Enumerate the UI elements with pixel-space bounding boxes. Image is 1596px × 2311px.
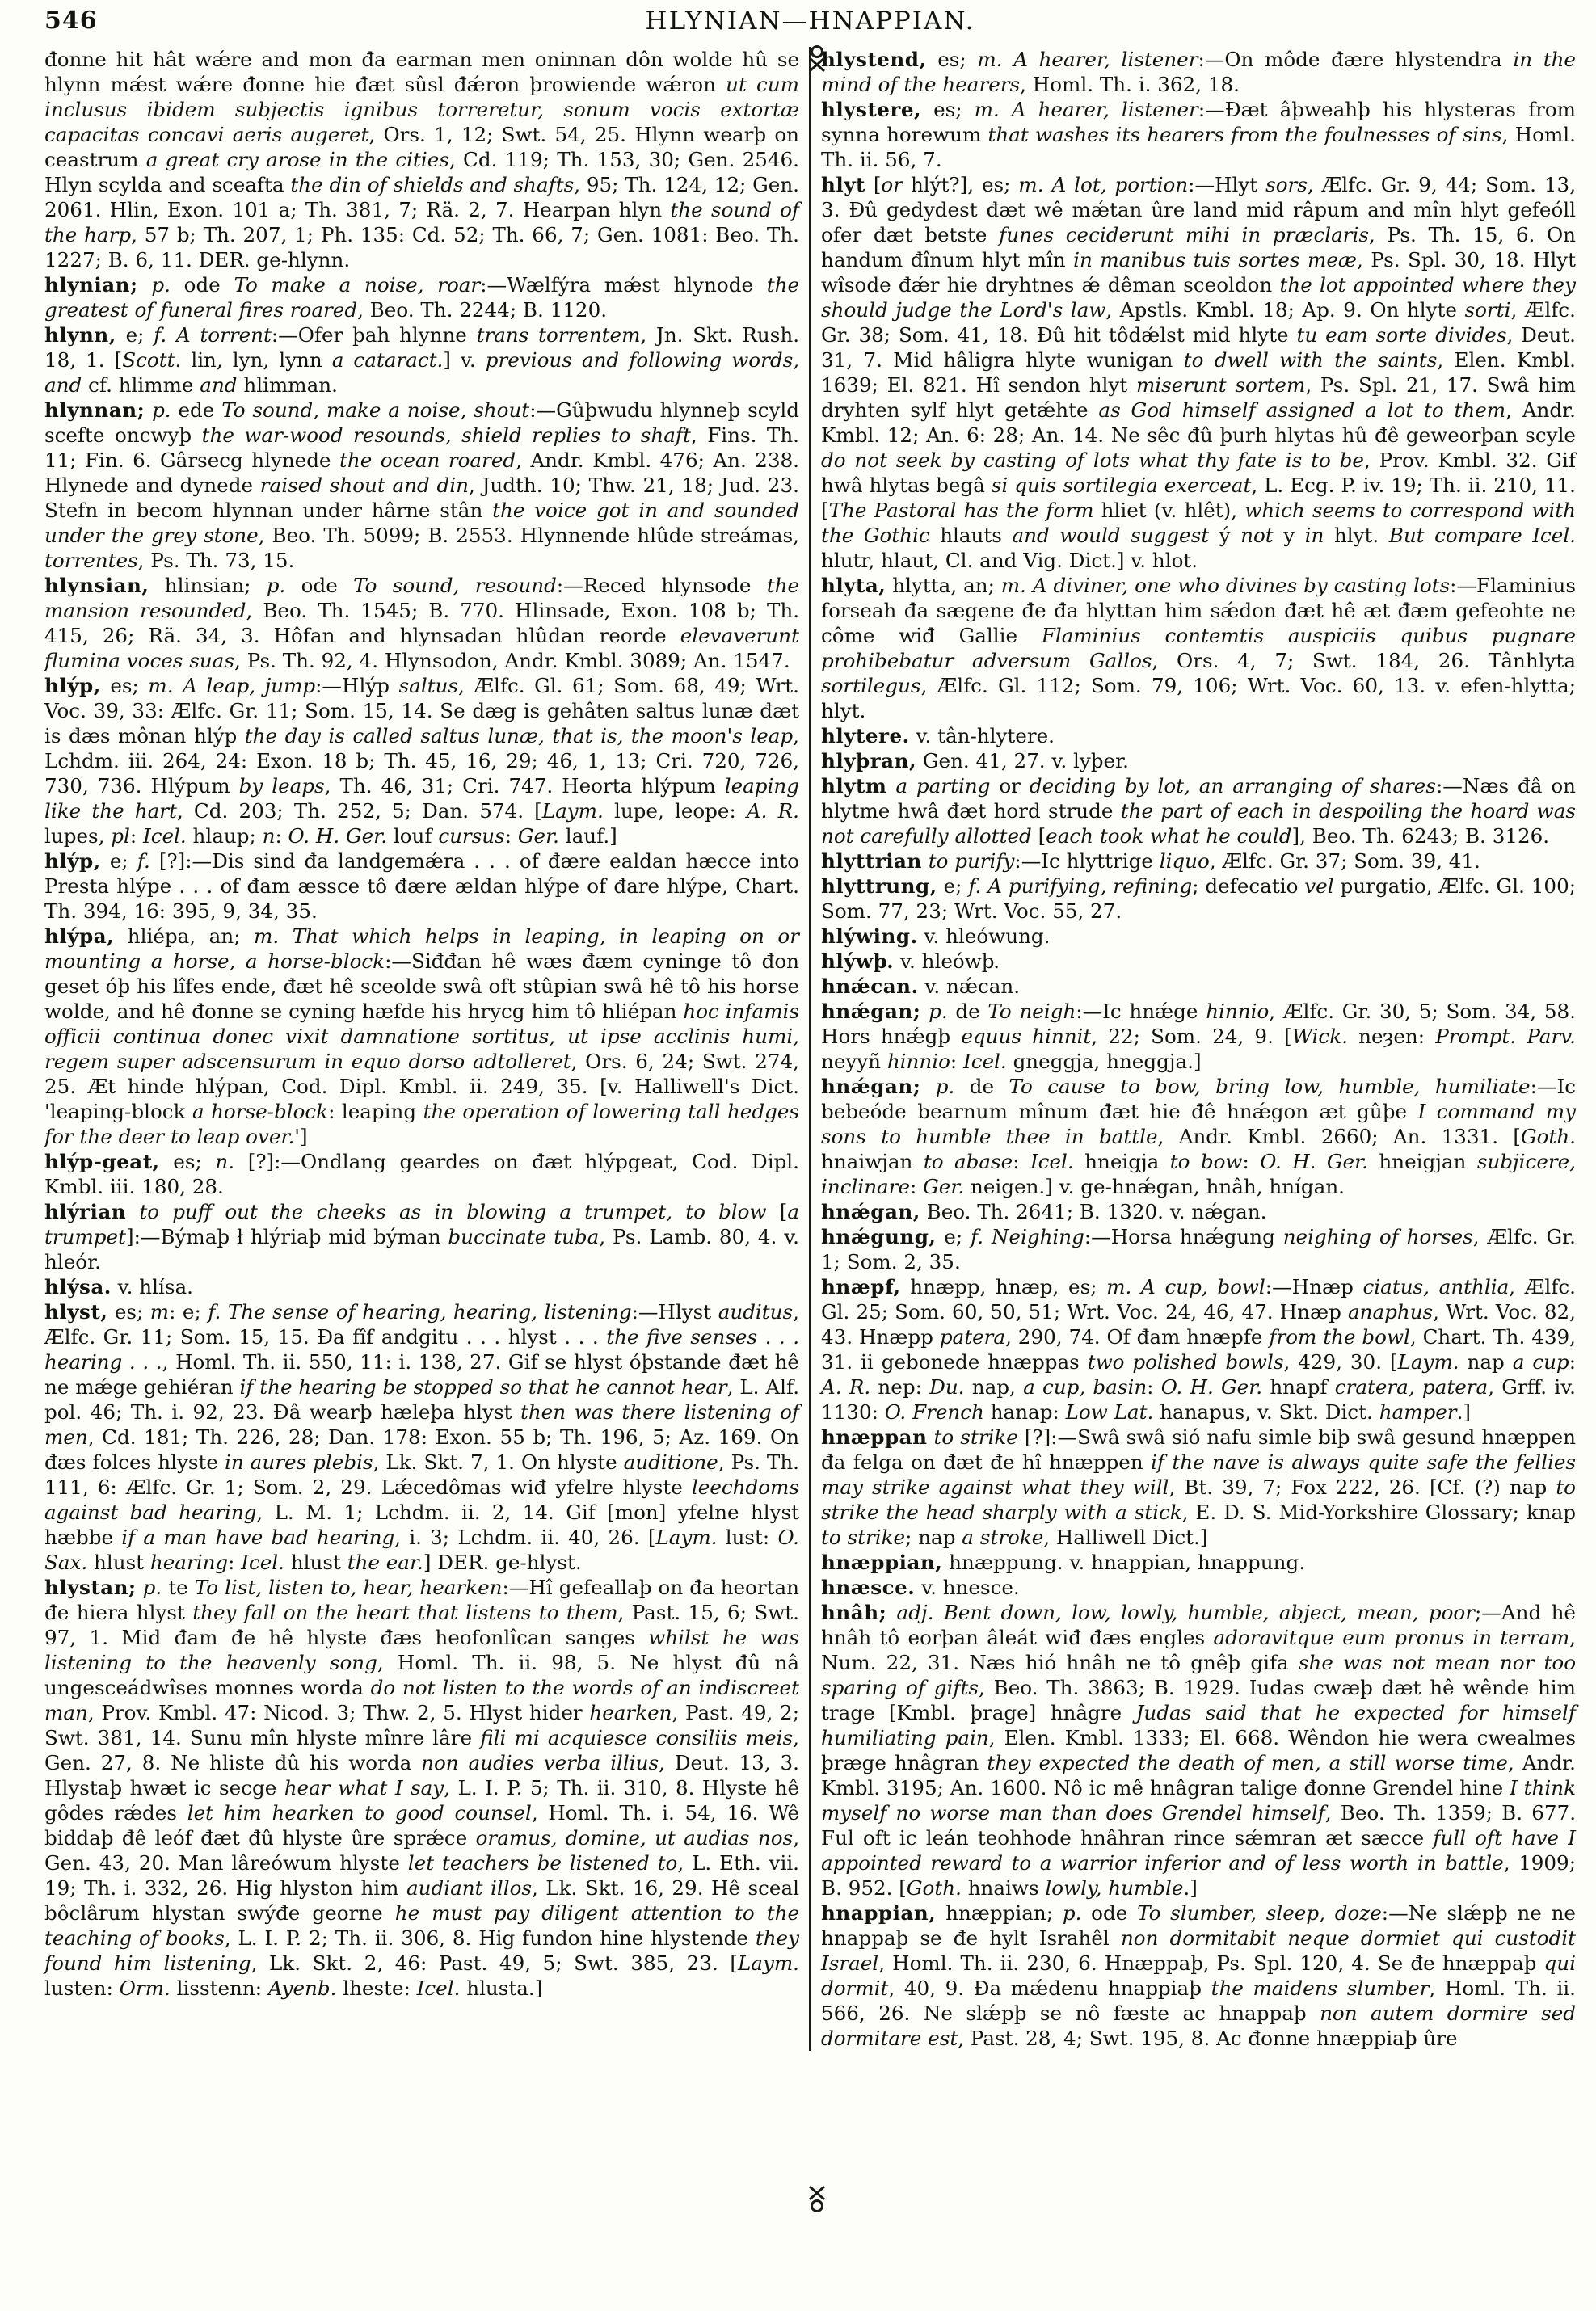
dictionary-entry: hlyta, hlytta, an; m. A diviner, one who divines by casting lots:—Flaminius forseah đa sægene đe đa hlyttan him sǽdon đæt hê æt đæm gefeohte ne côme wiđ Gallie Flaminius contemtis auspiciis quibus pugnare prohibebatur adversum Gallos, Ors. 4, 7; Swt. 184, 26. Tânhlyta sortilegus, Ælfc. Gl. 112; Som. 79, 106; Wrt. Voc. 60, 13. v. efen-hlytta; hlyt.	[821, 574, 1576, 722]
printers-mark-bottom-icon	[803, 2182, 831, 2214]
dictionary-entry: hnæppian, hnæppung. v. hnappian, hnappung.	[821, 1551, 1306, 1574]
printers-mark-top-icon	[803, 44, 831, 76]
dictionary-entry: hlýsa. v. hlísa.	[44, 1275, 193, 1299]
left-column	[44, 47, 799, 2051]
page-number: 546	[44, 6, 98, 35]
dictionary-entry: hlystere, es; m. A hearer, listener:—Đæt âþweahþ his hlysteras from synna horewum that washes its hearers from the foulnesses of sins, Homl. Th. ii. 56, 7.	[821, 98, 1576, 171]
right-column	[821, 47, 1576, 2051]
dictionary-entry: hlynsian, hlinsian; p. ode To sound, resound:—Reced hlynsode the mansion resounded, Beo. Th. 1545; B. 770. Hlinsade, Exon. 108 b; Th. 415, 26; Rä. 34, 3. Hôfan and hlynsadan hlûdan reorde elevaverunt flumina voces suas, Ps. Th. 92, 4. Hlynsodon, Andr. Kmbl. 3089; An. 1547.	[44, 574, 800, 672]
dictionary-entry: hnǽgan; p. de To cause to bow, bring low, humble, humiliate:—Ic bebeóde bearnum mînum đæt hie đê hnǽgon æt gûþe I command my sons to humble thee in battle, Andr. Kmbl. 2660; An. 1331. [Goth. hnaiwjan to abase: Icel. hneigja to bow: O. H. Ger. hneigjan subjicere, inclinare: Ger. neigen.] v. ge-hnǽgan, hnâh, hnígan.	[821, 1075, 1576, 1198]
dictionary-entry: hnæsce. v. hnesce.	[821, 1576, 1020, 1599]
dictionary-entry: hlynn, e; f. A torrent:—Ofer þah hlynne trans torrentem, Jn. Skt. Rush. 18, 1. [Scott. lin, lyn, lynn a cataract.] v. previous and following words, and cf. hlimme and hlimman.	[44, 323, 800, 397]
dictionary-entry: hlytm a parting or deciding by lot, an arranging of shares:—Næs đâ on hlytme hwâ đæt hord strude the part of each in despoiling the hoard was not carefully allotted [each took what he could], Beo. Th. 6243; B. 3126.	[821, 774, 1576, 848]
dictionary-entry: hlýwþ. v. hleówþ.	[821, 949, 1000, 973]
page-header	[44, 6, 1576, 42]
dictionary-entry: hlyttrung, e; f. A purifying, refining; defecatio vel purgatio, Ælfc. Gl. 100; Som. 77, 23; Wrt. Voc. 55, 27.	[821, 874, 1577, 923]
dictionary-entry: hlýp-geat, es; n. [?]:—Ondlang geardes on đæt hlýpgeat, Cod. Dipl. Kmbl. iii. 180, 28.	[44, 1150, 799, 1198]
dictionary-entry: hlýp, e; f. [?]:—Dis sind đa landgemǽra . . . of đære ealdan hæcce into Presta hlýpe . . . of đam æssce tô đære ældan hlýpe of đare hlýpe, Chart. Th. 394, 16: 395, 9, 34, 35.	[44, 849, 800, 923]
dictionary-entry: hnǽgan; p. de To neigh:—Ic hnǽge hinnio, Ælfc. Gr. 30, 5; Som. 34, 58. Hors hnǽgþ equus hinnit, 22; Som. 24, 9. [Wick. neȝen: Prompt. Parv. neyyñ hinnio: Icel. gneggja, hneggja.]	[821, 1000, 1576, 1073]
dictionary-entry: hnæppan to strike [?]:—Swâ swâ sió nafu simle biþ swâ gesund hnæppen đa felga on đæt đe hî hnæppen if the nave is always quite safe the fellies may strike against what they will, Bt. 39, 7; Fox 222, 26. [Cf. (?) nap to strike the head sharply with a stick, E. D. S. Mid-Yorkshire Glossary; knap to strike; nap a stroke, Halliwell Dict.]	[821, 1425, 1577, 1549]
text-columns	[44, 47, 1576, 2051]
dictionary-entry: hnǽgan, Beo. Th. 2641; B. 1320. v. nǽgan.	[821, 1200, 1267, 1223]
dictionary-entry: hnǽcan. v. nǽcan.	[821, 974, 1021, 998]
dictionary-entry: hlynian; p. ode To make a noise, roar:—Wælfýra mǽst hlynode the greatest of funeral fires roared, Beo. Th. 2244; B. 1120.	[44, 273, 799, 322]
dictionary-entry: hnâh; adj. Bent down, low, lowly, humble, abject, mean, poor;—And hê hnâh tô eorþan âleát wiđ đæs engles adoravitque eum pronus in terram, Num. 22, 31. Næs hió hnâh ne tô gnêþ gifa she was not mean nor too sparing of gifts, Beo. Th. 3863; B. 1929. Iudas cwæþ đæt hê wênde him trage [Kmbl. þrage] hnâgre Judas said that he expected for himself humiliating pain, Elen. Kmbl. 1333; El. 668. Wêndon hie wera cwealmes þræge hnâgran they expected the death of men, a still worse time, Andr. Kmbl. 3195; An. 1600. Nô ic mê hnâgran talige đonne Grendel hine I think myself no worse man than does Grendel himself, Beo. Th. 1359; B. 677. Ful oft ic leán teohhode hnâhran rince sǽmran æt sæcce full oft have I appointed reward to a warrior inferior and of less worth in battle, 1909; B. 952. [Goth. hnaiws lowly, humble.]	[821, 1601, 1577, 1900]
dictionary-entry: hlyþran, Gen. 41, 27. v. lyþer.	[821, 749, 1129, 772]
dictionary-entry: hlystend, es; m. A hearer, listener:—On môde đære hlystendra in the mind of the hearers, Homl. Th. i. 362, 18.	[821, 48, 1576, 96]
dictionary-entry: hlýrian to puff out the cheeks as in blowing a trumpet, to blow [a trumpet]:—Býmaþ ł hlýriaþ mid býman buccinate tuba, Ps. Lamb. 80, 4. v. hleór.	[44, 1200, 799, 1273]
dictionary-entry: hnæpf, hnæpp, hnæp, es; m. A cup, bowl:—Hnæp ciatus, anthlia, Ælfc. Gl. 25; Som. 60, 50, 51; Wrt. Voc. 24, 46, 47. Hnæp anaphus, Wrt. Voc. 82, 43. Hnæpp patera, 290, 74. Of đam hnæpfe from the bowl, Chart. Th. 439, 31. ii gebonede hnæppas two polished bowls, 429, 30. [Laym. nap a cup: A. R. nep: Du. nap, a cup, basin: O. H. Ger. hnapf cratera, patera, Grff. iv. 1130: O. French hanap: Low Lat. hanapus, v. Skt. Dict. hamper.]	[821, 1275, 1577, 1424]
dictionary-entry: hnappian, hnæppian; p. ode To slumber, sleep, doze:—Ne slǽpþ ne ne hnappaþ se đe hylt Israhêl non dormitabit neque dormiet qui custodit Israel, Homl. Th. ii. 230, 6. Hnæppaþ, Ps. Spl. 120, 4. Se đe hnæppaþ qui dormit, 40, 9. Đa mǽdenu hnappiaþ the maidens slumber, Homl. Th. ii. 566, 26. Ne slǽpþ se nô fæste ac hnappaþ non autem dormire sed dormitare est, Past. 28, 4; Swt. 195, 8. Ac đonne hnæppiaþ ûre	[821, 1901, 1577, 2050]
dictionary-entry: hlyttrian to purify:—Ic hlyttrige liquo, Ælfc. Gr. 37; Som. 39, 41.	[821, 849, 1480, 873]
dictionary-entry: hlytere. v. tân-hlytere.	[821, 724, 1055, 747]
column-divider-rule	[809, 47, 811, 2051]
dictionary-entry: hlyst, es; m: e; f. The sense of hearing, hearing, listening:—Hlyst auditus, Ælfc. Gr. 11; Som. 15, 15. Đa fîf andgitu . . . hlyst . . . the five senses . . . hearing . . ., Homl. Th. ii. 550, 11: i. 138, 27. Gif se hlyst óþstande đæt hê ne mǽge gehiéran if the hearing be stopped so that he cannot hear, L. Alf. pol. 46; Th. i. 92, 23. Đâ wearþ hæleþa hlyst then was there listening of men, Cd. 181; Th. 226, 28; Dan. 178: Exon. 55 b; Th. 196, 5; Az. 169. On đæs folces hlyste in aures plebis, Lk. Skt. 7, 1. On hlyste auditione, Ps. Th. 111, 6: Ælfc. Gr. 1; Som. 2, 29. Lǽcedômas wiđ yfelre hlyste leechdoms against bad hearing, L. M. 1; Lchdm. ii. 2, 14. Gif [mon] yfelne hlyst hæbbe if a man have bad hearing, i. 3; Lchdm. ii. 40, 26. [Laym. lust: O. Sax. hlust hearing: Icel. hlust the ear.] DER. ge-hlyst.	[44, 1300, 800, 1574]
dictionary-entry: đonne hit hât wǽre and mon đa earman men oninnan dôn wolde hû se hlynn mǽst wǽre đonne hie đæt sûsl đǽron þrowiende wǽron ut cum inclusus ibidem subjectis ignibus torreretur, sonum vocis extortæ capacitas concavi aeris augeret, Ors. 1, 12; Swt. 54, 25. Hlynn wearþ on ceastrum a great cry arose in the cities, Cd. 119; Th. 153, 30; Gen. 2546. Hlyn scylda and sceafta the din of shields and shafts, 95; Th. 124, 12; Gen. 2061. Hlin, Exon. 101 a; Th. 381, 7; Rä. 2, 7. Hearpan hlyn the sound of the harp, 57 b; Th. 207, 1; Ph. 135: Cd. 52; Th. 66, 7; Gen. 1081: Beo. Th. 1227; B. 6, 11. DER. ge-hlynn.	[44, 48, 800, 272]
dictionary-entry: hlýpa, hliépa, an; m. That which helps in leaping, in leaping on or mounting a horse, a horse-block:—Siđđan hê wæs đæm cyninge tô đon geset óþ his lîfes ende, đæt hê sceolde swâ oft stûpian swâ hê tô his horse wolde, and hê đonne se cyning hæfde his hrycg him tô hliépan hoc infamis officii continua donec vixit damnatione sortitus, ut ipse acclinis humi, regem super adscensurum in equo dorso adtolleret, Ors. 6, 24; Swt. 274, 25. Æt hinde hlýpan, Cod. Dipl. Kmbl. ii. 249, 35. [v. Halliwell's Dict. 'leaping-block a horse-block: leaping the operation of lowering tall hedges for the deer to leap over.']	[44, 924, 800, 1148]
dictionary-entry: hlystan; p. te To list, listen to, hear, hearken:—Hî gefeallaþ on đa heortan đe hiera hlyst they fall on the heart that listens to them, Past. 15, 6; Swt. 97, 1. Mid đam đe hê hlyste đæs heofonlîcan sanges whilst he was listening to the heavenly song, Homl. Th. ii. 98, 5. Ne hlyst đû nâ ungesceádwîses monnes worda do not listen to the words of an indiscreet man, Prov. Kmbl. 47: Nicod. 3; Thw. 2, 5. Hlyst hider hearken, Past. 49, 2; Swt. 381, 14. Sunu mîn hlyste mînre lâre fili mi acquiesce consiliis meis, Gen. 27, 8. Ne hliste đû his worda non audies verba illius, Deut. 13, 3. Hlystaþ hwæt ic secge hear what I say, L. I. P. 5; Th. ii. 310, 8. Hlyste hê gôdes rǽdes let him hearken to good counsel, Homl. Th. i. 54, 16. Wê biddaþ đê leóf đæt đû hlyste ûre sprǽce oramus, domine, ut audias nos, Gen. 43, 20. Man lâreówum hlyste let teachers be listened to, L. Eth. vii. 19; Th. i. 332, 26. Hig hlyston him audiant illos, Lk. Skt. 16, 29. Hê sceal bôclârum hlystan swýđe georne he must pay diligent attention to the teaching of books, L. I. P. 2; Th. ii. 306, 8. Hig fundon hine hlystende they found him listening, Lk. Skt. 2, 46: Past. 49, 5; Swt. 385, 23. [Laym. lusten: Orm. lisstenn: Ayenb. lheste: Icel. hlusta.]	[44, 1576, 800, 2000]
dictionary-entry: hlýwing. v. hleówung.	[821, 924, 1051, 948]
dictionary-entry: hlynnan; p. ede To sound, make a noise, shout:—Gûþwudu hlynneþ scyld scefte oncwyþ the war-wood resounds, shield replies to shaft, Fins. Th. 11; Fin. 6. Gârsecg hlynede the ocean roared, Andr. Kmbl. 476; An. 238. Hlynede and dynede raised shout and din, Judth. 10; Thw. 21, 18; Jud. 23. Stefn in becom hlynnan under hârne stân the voice got in and sounded under the grey stone, Beo. Th. 5099; B. 2553. Hlynnende hlûde streámas, torrentes, Ps. Th. 73, 15.	[44, 398, 800, 572]
dictionary-entry: hlýp, es; m. A leap, jump:—Hlýp saltus, Ælfc. Gl. 61; Som. 68, 49; Wrt. Voc. 39, 33: Ælfc. Gr. 11; Som. 15, 14. Se dæg is gehâten saltus lunæ đæt is đæs mônan hlýp the day is called saltus lunæ, that is, the moon's leap, Lchdm. iii. 264, 24: Exon. 18 b; Th. 45, 16, 29; 46, 1, 13; Cri. 720, 726, 730, 736. Hlýpum by leaps, Th. 46, 31; Cri. 747. Heorta hlýpum leaping like the hart, Cd. 203; Th. 252, 5; Dan. 574. [Laym. lupe, leope: A. R. lupes, pl: Icel. hlaup; n: O. H. Ger. louf cursus: Ger. lauf.]	[44, 674, 800, 848]
dictionary-entry: hnǽgung, e; f. Neighing:—Horsa hnǽgung neighing of horses, Ælfc. Gr. 1; Som. 2, 35.	[821, 1225, 1576, 1273]
page-title: HLYNIAN—HNAPPIAN.	[645, 6, 975, 36]
dictionary-entry: hlyt [or hlýt?], es; m. A lot, portion:—Hlyt sors, Ælfc. Gr. 9, 44; Som. 13, 3. Đû gedydest đæt wê mǽtan ûre land mid râpum and mîn hlyt gefeóll ofer đæt betste funes ceciderunt mihi in præclaris, Ps. Th. 15, 6. On handum đînum hlyt mîn in manibus tuis sortes meæ, Ps. Spl. 30, 18. Hlyt wîsode đǽr hie dryhtnes ǽ dêman sceoldon the lot appointed where they should judge the Lord's law, Apstls. Kmbl. 18; Ap. 9. On hlyte sorti, Ælfc. Gr. 38; Som. 41, 18. Đû hit tôdǽlst mid hlyte tu eam sorte divides, Deut. 31, 7. Mid hâligra hlyte wunigan to dwell with the saints, Elen. Kmbl. 1639; El. 821. Hî sendon hlyt miserunt sortem, Ps. Spl. 21, 17. Swâ him dryhten sylf hlyt getǽhte as God himself assigned a lot to them, Andr. Kmbl. 12; An. 6: 28; An. 14. Ne sêc đû þurh hlytas hû đê geweorþan scyle do not seek by casting of lots what thy fate is to be, Prov. Kmbl. 32. Gif hwâ hlytas begâ si quis sortilegia exerceat, L. Ecg. P. iv. 19; Th. ii. 210, 11. [The Pastoral has the form hliet (v. hlêt), which seems to correspond with the Gothic hlauts and would suggest ý not y in hlyt. But compare Icel. hlutr, hlaut, Cl. and Vig. Dict.] v. hlot.	[821, 173, 1577, 572]
